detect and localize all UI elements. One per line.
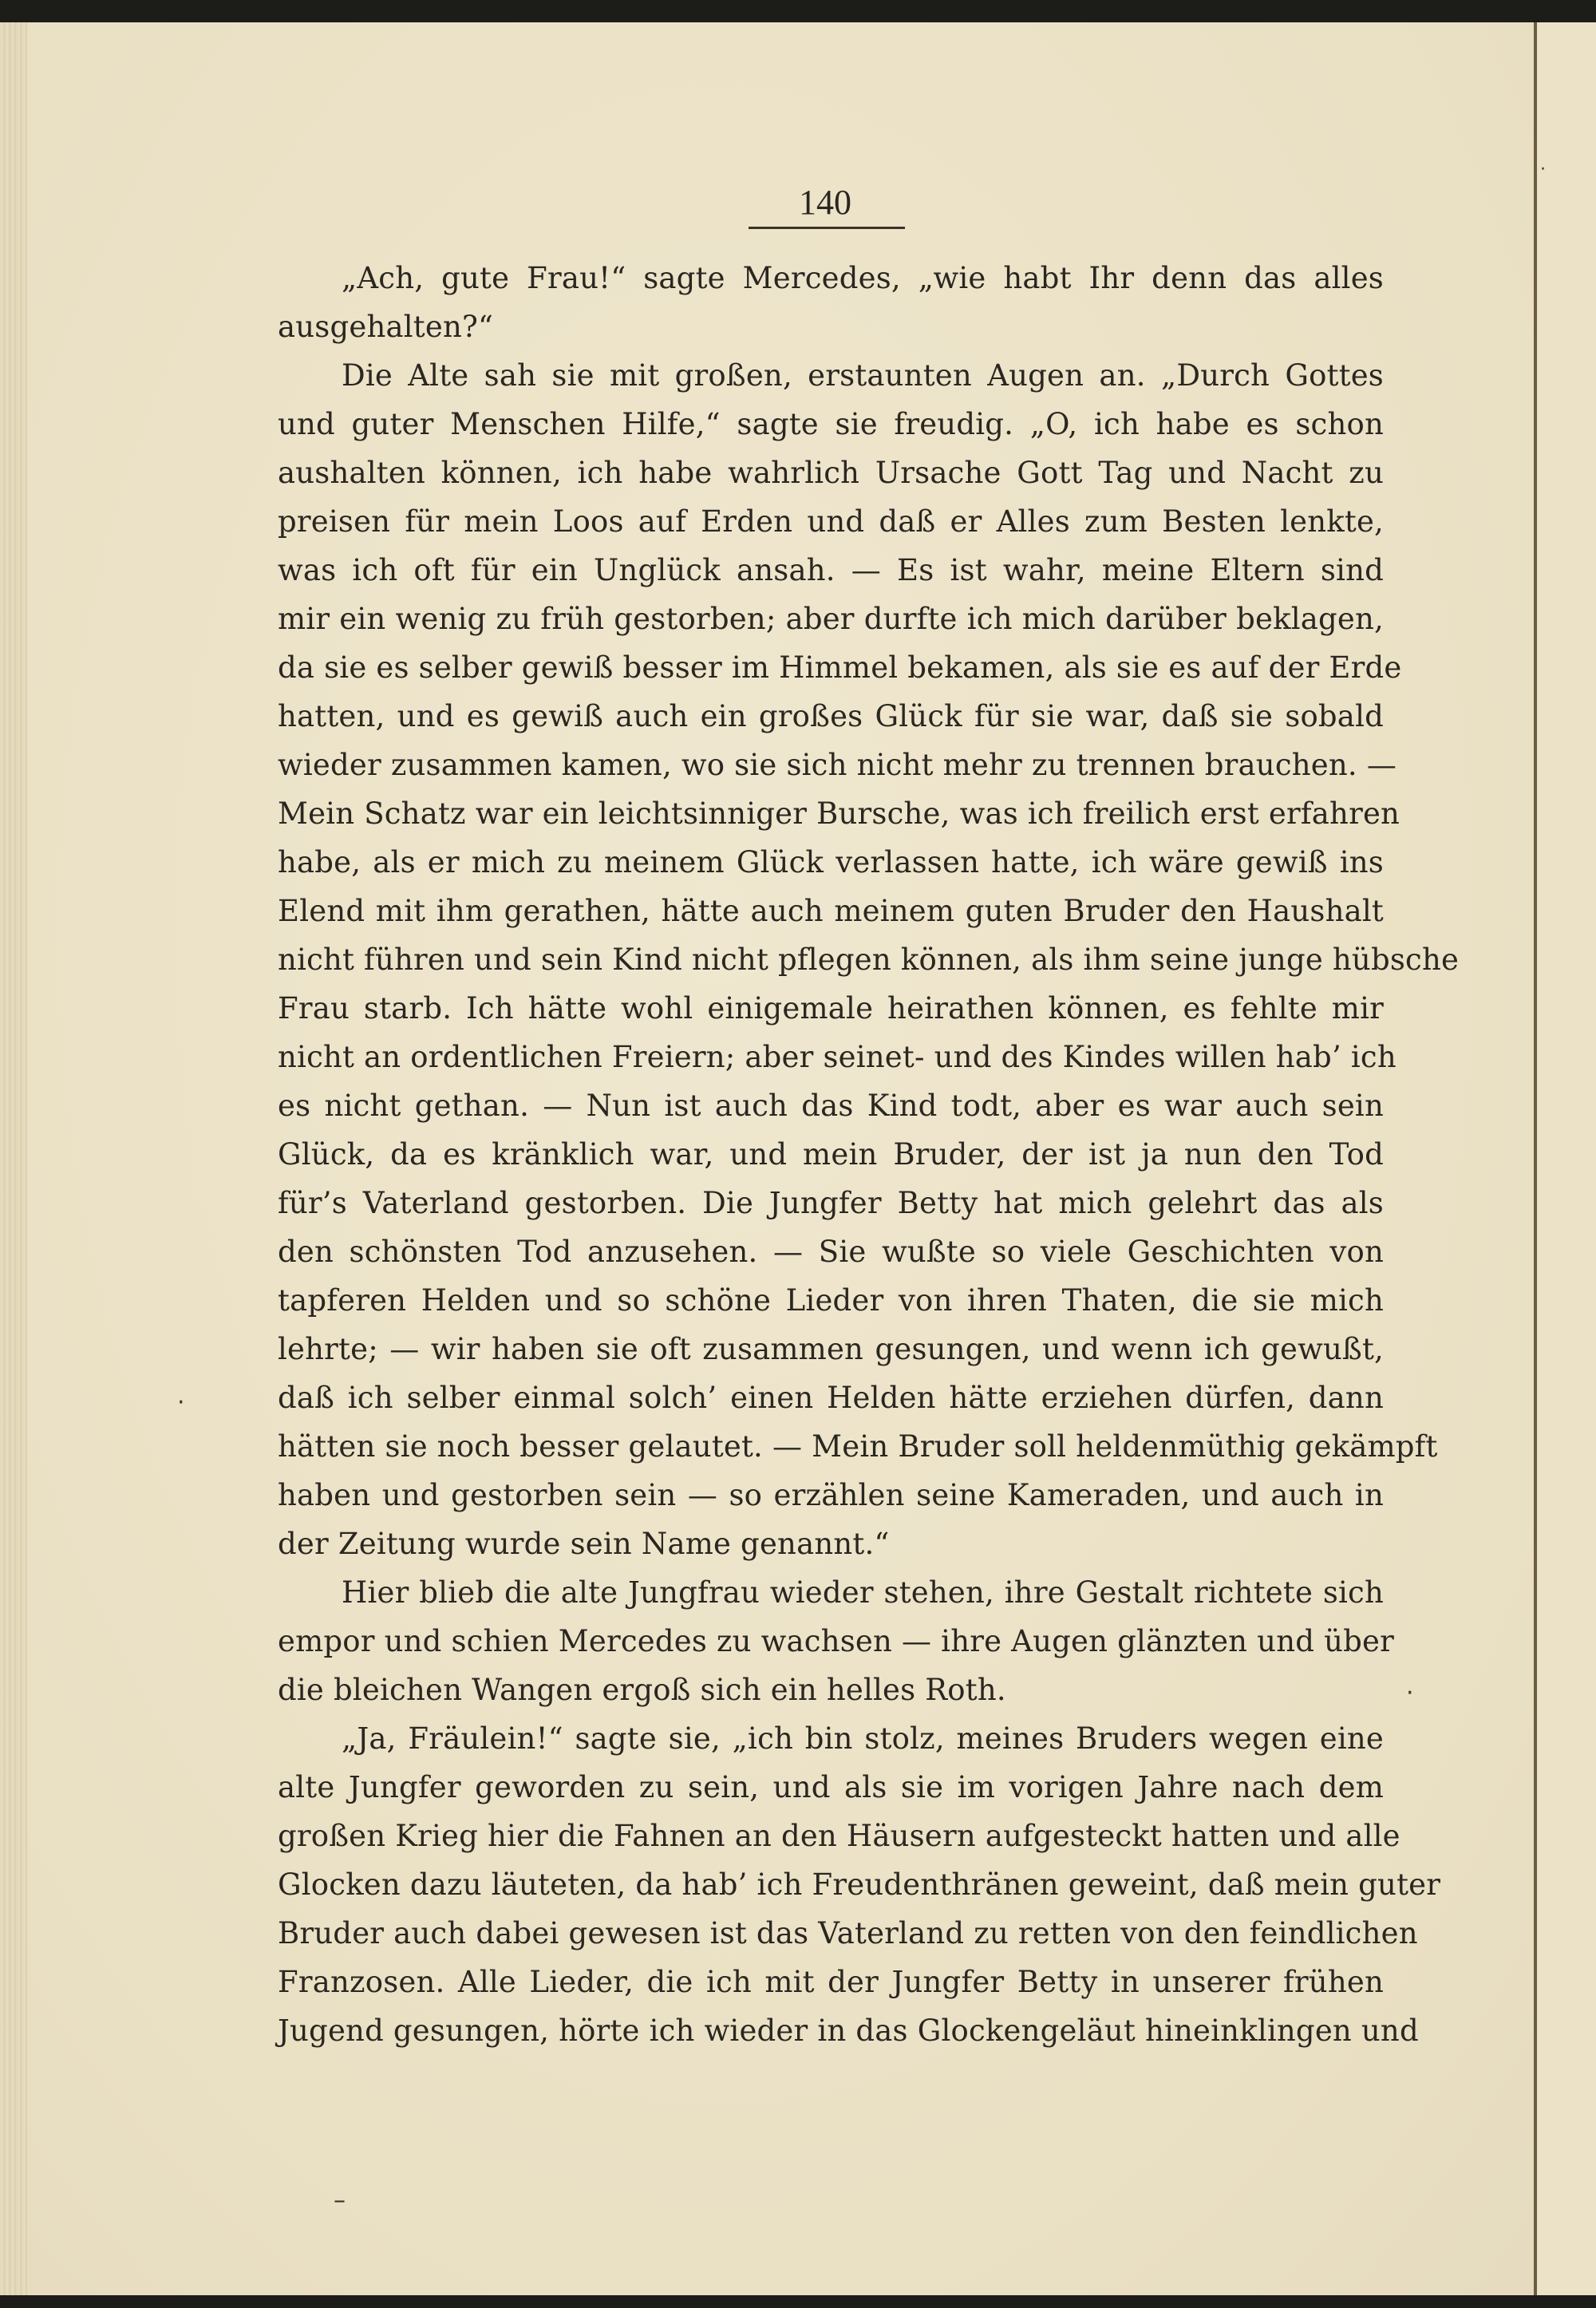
text-line: „Ja, Fräulein!“ sagte sie, „ich bin stolz, meines Bruders wegen eine	[342, 1721, 1384, 1756]
text-line: Bruder auch dabei gewesen ist das Vaterland zu retten von den feindlichen	[278, 1916, 1418, 1950]
stray-dot-mark: ·	[1540, 160, 1546, 180]
page-edge-stack	[0, 22, 27, 2295]
body-text	[278, 254, 1460, 2055]
text-line: hatten, und es gewiß auch ein großes Glück für sie war, daß sie sobald	[278, 699, 1384, 733]
text-line: für’s Vaterland gestorben. Die Jungfer Betty hat mich gelehrt das als	[278, 1186, 1384, 1220]
header-rule	[749, 227, 905, 229]
text-line: wieder zusammen kamen, wo sie sich nicht mehr zu trennen brauchen. —	[278, 748, 1397, 782]
text-line: Franzosen. Alle Lieder, die ich mit der Jungfer Betty in unserer frühen	[278, 1965, 1384, 1999]
text-line: tapferen Helden und so schöne Lieder von ihren Thaten, die sie mich	[278, 1283, 1384, 1318]
text-line: was ich oft für ein Unglück ansah. — Es ist wahr, meine Eltern sind	[278, 553, 1384, 587]
stray-dash-mark: –	[334, 2187, 346, 2215]
text-line: großen Krieg hier die Fahnen an den Häusern aufgesteckt hatten und alle	[278, 1819, 1400, 1853]
text-line: da sie es selber gewiß besser im Himmel bekamen, als sie es auf der Erde	[278, 650, 1402, 685]
text-line: Hier blieb die alte Jungfrau wieder stehen, ihre Gestalt richtete sich	[342, 1575, 1384, 1610]
text-line: preisen für mein Loos auf Erden und daß er Alles zum Besten lenkte,	[278, 504, 1384, 539]
text-line: Die Alte sah sie mit großen, erstaunten Augen an. „Durch Gottes	[342, 358, 1384, 393]
adjacent-page-strip	[1537, 22, 1596, 2295]
book-page	[0, 22, 1596, 2295]
text-line: die bleichen Wangen ergoß sich ein helles Roth.	[278, 1673, 1006, 1707]
text-line: der Zeitung wurde sein Name genannt.“	[278, 1527, 890, 1561]
text-line: Frau starb. Ich hätte wohl einigemale heirathen können, es fehlte mir	[278, 991, 1384, 1026]
text-line: alte Jungfer geworden zu sein, und als sie im vorigen Jahre nach dem	[278, 1770, 1384, 1804]
text-line: haben und gestorben sein — so erzählen seine Kameraden, und auch in	[278, 1478, 1384, 1512]
text-line: Elend mit ihm gerathen, hätte auch meinem guten Bruder den Haushalt	[278, 894, 1384, 928]
text-line: „Ach, gute Frau!“ sagte Mercedes, „wie habt Ihr denn das alles	[342, 261, 1384, 295]
text-line: Jugend gesungen, hörte ich wieder in das Glockengeläut hineinklingen und	[278, 2014, 1419, 2048]
text-line: hätten sie noch besser gelautet. — Mein Bruder soll heldenmüthig gekämpft	[278, 1429, 1438, 1464]
text-line: und guter Menschen Hilfe,“ sagte sie freudig. „O, ich habe es schon	[278, 407, 1384, 441]
text-line: nicht an ordentlichen Freiern; aber seinet- und des Kindes willen hab’ ich	[278, 1040, 1396, 1074]
text-line: mir ein wenig zu früh gestorben; aber durfte ich mich darüber beklagen,	[278, 602, 1384, 636]
text-line: Mein Schatz war ein leichtsinniger Bursche, was ich freilich erst erfahren	[278, 796, 1400, 831]
text-line: lehrte; — wir haben sie oft zusammen gesungen, und wenn ich gewußt,	[278, 1332, 1384, 1366]
text-line: Glocken dazu läuteten, da hab’ ich Freudenthränen geweint, daß mein guter	[278, 1867, 1441, 1902]
stray-dot-mark: ·	[1406, 1679, 1414, 1707]
text-line: den schönsten Tod anzusehen. — Sie wußte so viele Geschichten von	[278, 1235, 1384, 1269]
text-line: habe, als er mich zu meinem Glück verlassen hatte, ich wäre gewiß ins	[278, 845, 1384, 879]
text-line: es nicht gethan. — Nun ist auch das Kind todt, aber es war auch sein	[278, 1089, 1384, 1123]
text-line: aushalten können, ich habe wahrlich Ursache Gott Tag und Nacht zu	[278, 456, 1384, 490]
page-number: 140	[799, 183, 851, 222]
text-line: ausgehalten?“	[278, 310, 494, 344]
text-line: Glück, da es kränklich war, und mein Bruder, der ist ja nun den Tod	[278, 1137, 1384, 1172]
text-line: nicht führen und sein Kind nicht pflegen können, als ihm seine junge hübsche	[278, 943, 1460, 977]
stray-dot-mark: ·	[177, 1389, 185, 1417]
text-line: empor und schien Mercedes zu wachsen — ihre Augen glänzten und über	[278, 1624, 1394, 1658]
text-line: daß ich selber einmal solch’ einen Helden hätte erziehen dürfen, dann	[278, 1381, 1384, 1415]
